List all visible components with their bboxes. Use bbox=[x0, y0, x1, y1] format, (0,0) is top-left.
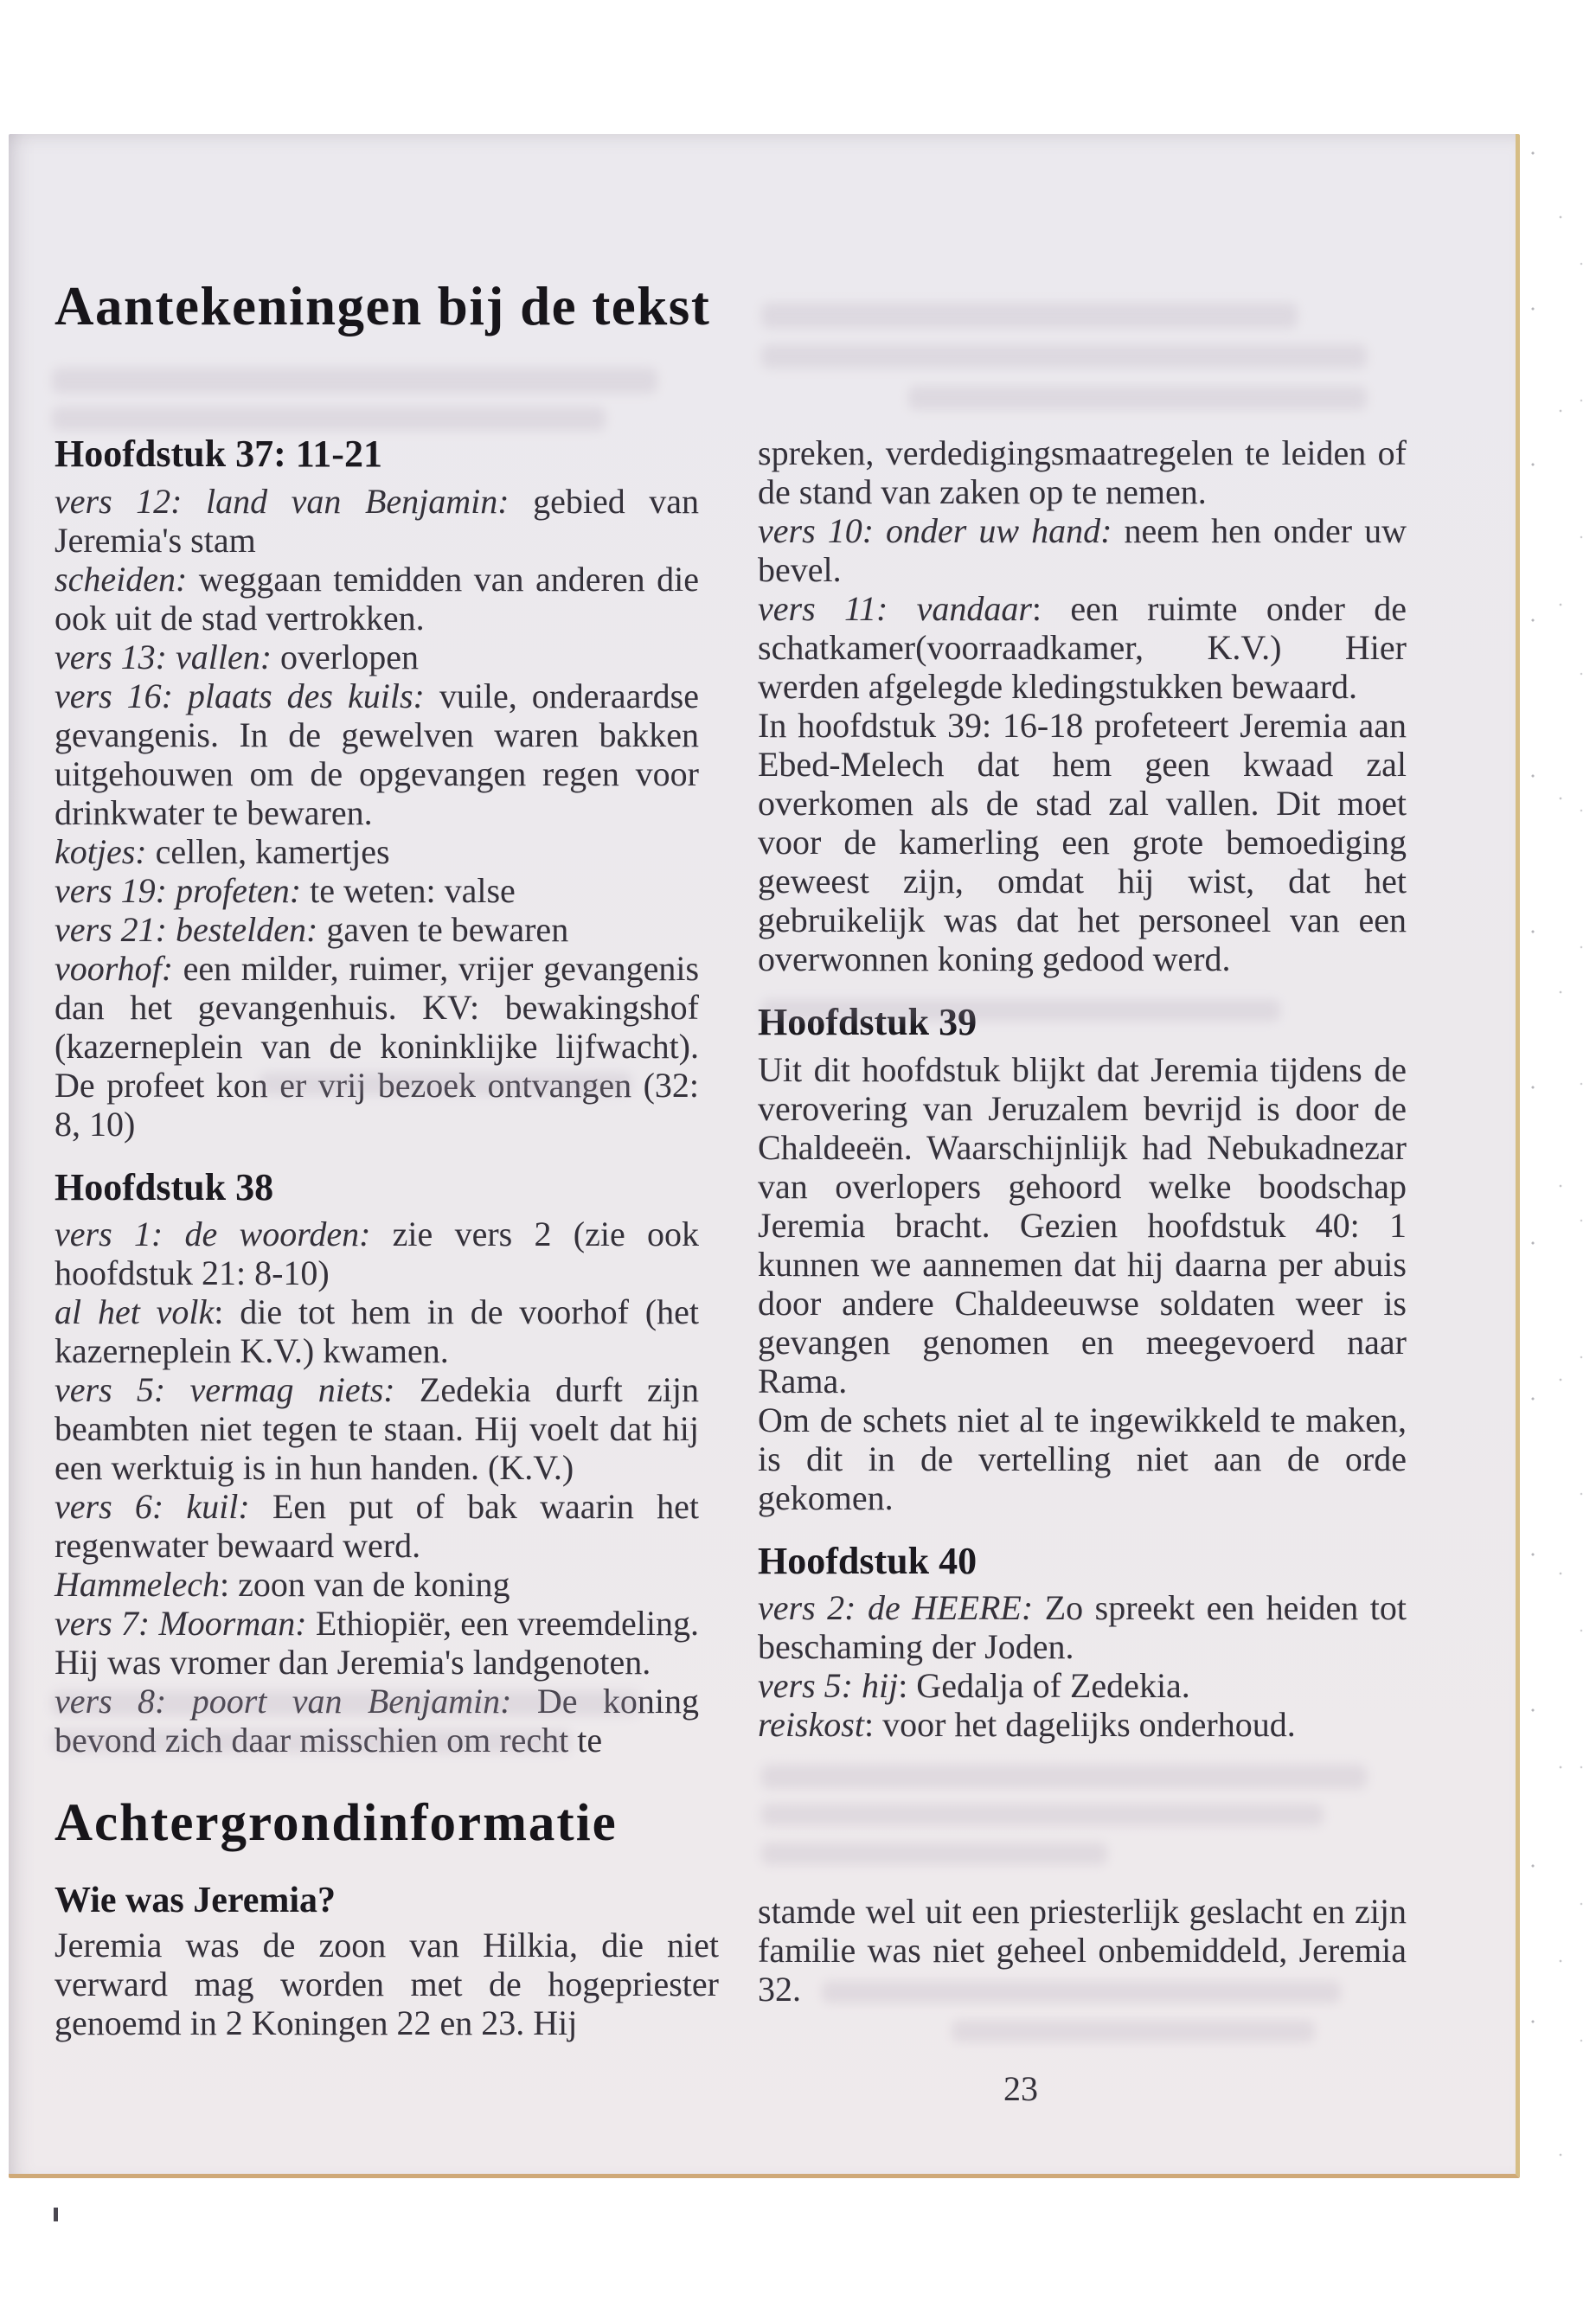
heading-hoofdstuk-38: Hoofdstuk 38 bbox=[54, 1165, 274, 1208]
book-page bbox=[9, 134, 1520, 2178]
text-run: : voor het dagelijks onderhoud. bbox=[863, 1705, 1296, 1745]
italic-run: voorhof: bbox=[54, 948, 183, 988]
para-wie-was-jeremia bbox=[54, 1926, 719, 2042]
bleedthrough-artifact bbox=[52, 1691, 640, 1715]
text-run: Uit dit hoofdstuk blijkt dat Jeremia tijdens de verovering van Jeruzalem bevrijd is door de Chaldeeën. Waarschijnlijk had Nebukadnezar van overlopers gehoord welke boodschap Jeremia bracht. Gezien hoofdstuk 40: 1 kunnen we aannemen dat hij daarna per abuis door andere Chaldeeuwse soldaten weer is gevangen genomen en meegevoerd naar Rama. bbox=[758, 1049, 1407, 1400]
note-vers-5 bbox=[54, 1370, 699, 1487]
text-run: Ethiopiër, een vreemdeling. Hij was vromer dan Jeremia's landgenoten. bbox=[54, 1604, 699, 1682]
bleedthrough-artifact bbox=[52, 368, 657, 394]
page-number: 23 bbox=[1003, 2069, 1038, 2108]
note-al-het-volk bbox=[54, 1292, 699, 1370]
italic-run: vers 8: poort van Benjamin: bbox=[54, 1682, 537, 1721]
text-run: : een ruimte onder de schatkamer(voorraadkamer, K.V.) Hier werden afgelegde kledingstukken bewaard. bbox=[758, 589, 1407, 706]
italic-run: vers 16: plaats des kuils: bbox=[54, 676, 439, 715]
note-vers-1 bbox=[54, 1215, 699, 1292]
bleedthrough-artifact bbox=[52, 1730, 571, 1753]
italic-run: vers 5: hij bbox=[758, 1666, 899, 1706]
italic-run: vers 7: Moorman: bbox=[54, 1604, 316, 1644]
italic-run: vers 13: vallen: bbox=[54, 637, 281, 676]
text-run: In hoofdstuk 39: 16-18 profeteert Jeremia aan Ebed-Melech dat hem geen kwaad zal overkomen als de stad zal vallen. Dit moet voor de kamerling een grote bemoediging geweest zijn, omdat hij wist, dat het gebruikelijk was dat het personeel van een overwonnen koning gedood werd. bbox=[758, 706, 1407, 978]
italic-run: scheiden: bbox=[54, 559, 199, 599]
italic-run: vers 5: vermag niets: bbox=[54, 1370, 420, 1410]
note-ebed-melech bbox=[758, 706, 1407, 978]
text-run: neem hen onder uw bevel. bbox=[758, 511, 1407, 589]
note-vers-6 bbox=[54, 1487, 699, 1565]
page-title: Aantekeningen bij de tekst bbox=[54, 276, 711, 336]
text-run: gaven te bewaren bbox=[326, 909, 569, 949]
continuation-from-left bbox=[758, 433, 1407, 511]
bleedthrough-artifact bbox=[822, 1981, 1341, 2003]
italic-run: vers 21: bestelden: bbox=[54, 909, 327, 949]
note-vers-19 bbox=[54, 871, 699, 910]
italic-run: vers 6: kuil: bbox=[54, 1487, 272, 1527]
bleedthrough-artifact bbox=[260, 1073, 631, 1095]
text-run: : Gedalja of Zedekia. bbox=[898, 1666, 1190, 1706]
italic-run: vers 2: de HEERE: bbox=[758, 1588, 1045, 1628]
bleedthrough-artifact bbox=[761, 1765, 1367, 1789]
text-run: te weten: valse bbox=[310, 870, 516, 910]
italic-run: vers 1: de woorden: bbox=[54, 1215, 393, 1254]
note-vers-12 bbox=[54, 482, 699, 560]
bleedthrough-artifact bbox=[761, 344, 1367, 369]
scan-artifact bbox=[54, 2208, 58, 2221]
note-vers-7 bbox=[54, 1604, 699, 1682]
text-run: : zoon van de koning bbox=[220, 1565, 510, 1605]
note-vers-16 bbox=[54, 676, 699, 832]
note-reiskost bbox=[758, 1705, 1407, 1744]
note-vers-13 bbox=[54, 638, 699, 676]
bleedthrough-artifact bbox=[761, 1804, 1324, 1826]
note-voorhof bbox=[54, 949, 699, 1144]
italic-run: vers 12: land van Benjamin: bbox=[54, 481, 534, 521]
bleedthrough-artifact bbox=[52, 407, 606, 431]
text-run: spreken, verdedigingsmaatregelen te leiden of de stand van zaken op te nemen. bbox=[758, 433, 1407, 511]
bleedthrough-artifact bbox=[761, 1843, 1107, 1865]
text-run: zie vers 2 (zie ook hoofdstuk 21: 8-10) bbox=[54, 1215, 699, 1293]
note-vers-2 bbox=[758, 1588, 1407, 1666]
column-left bbox=[54, 433, 699, 1759]
note-vers-10 bbox=[758, 511, 1407, 589]
background-info-section bbox=[54, 1794, 719, 2043]
italic-run: vers 10: onder uw hand: bbox=[758, 511, 1125, 550]
bleedthrough-artifact bbox=[952, 2020, 1315, 2042]
bleedthrough-artifact bbox=[908, 386, 1367, 410]
note-vers-11 bbox=[758, 589, 1407, 706]
text-run: : die tot hem in de voorhof (het kazerneplein K.V.) kwamen. bbox=[54, 1292, 699, 1371]
heading-wie-was-jeremia: Wie was Jeremia? bbox=[54, 1881, 337, 1921]
scan-noise bbox=[1522, 134, 1596, 2176]
text-run: stamde wel uit een priesterlijk geslacht en zijn familie was niet geheel onbemiddeld, Jeremia 32. bbox=[758, 1892, 1407, 2009]
note-vers-21 bbox=[54, 910, 699, 949]
note-hoofdstuk-39 bbox=[758, 1050, 1407, 1400]
heading-hoofdstuk-39: Hoofdstuk 39 bbox=[758, 1001, 977, 1043]
text-run: Jeremia was de zoon van Hilkia, die niet verward mag worden met de hogepriester genoemd in 2 Koningen 22 en 23. Hij bbox=[54, 1926, 719, 2043]
text-run: Zedekia durft zijn beambten niet tegen te staan. Hij voelt dat hij een werktuig is in hun handen. (K.V.) bbox=[54, 1370, 700, 1488]
note-hammelech bbox=[54, 1565, 699, 1604]
italic-run: vers 11: vandaar bbox=[758, 589, 1032, 628]
text-run: De koning bevond zich daar misschien om recht te bbox=[54, 1682, 699, 1760]
text-run: Een put of bak waarin het regenwater bewaard werd. bbox=[54, 1487, 699, 1566]
italic-run: kotjes: bbox=[54, 831, 156, 871]
text-run: Om de schets niet al te ingewikkeld te maken, is dit in de vertelling niet aan de orde gekomen. bbox=[758, 1400, 1407, 1517]
text-run: overlopen bbox=[280, 637, 419, 676]
text-run: Zo spreekt een heiden tot beschaming der Joden. bbox=[758, 1588, 1407, 1667]
italic-run: vers 19: profeten: bbox=[54, 870, 311, 910]
note-scheiden bbox=[54, 560, 699, 638]
text-run: vuile, onderaardse gevangenis. In de gewelven waren bakken uitgehouwen om de opgevangen regen voor drinkwater te bewaren. bbox=[54, 676, 699, 832]
note-kotjes bbox=[54, 832, 699, 871]
text-run: een milder, ruimer, vrijer gevangenis dan het gevangenhuis. KV: bewakingshof (kazerneplein van de koninklijke lijfwacht). De profeet kon er vrij bezoek ontvangen (32: 8, 10) bbox=[54, 948, 700, 1144]
column-right bbox=[758, 433, 1407, 1744]
heading-hoofdstuk-37: Hoofdstuk 37: 11-21 bbox=[54, 433, 382, 475]
text-run: gebied van Jeremia's stam bbox=[54, 481, 699, 560]
heading-achtergrondinformatie: Achtergrondinformatie bbox=[54, 1794, 618, 1852]
note-schets bbox=[758, 1400, 1407, 1517]
note-vers-5-40 bbox=[758, 1666, 1407, 1705]
heading-hoofdstuk-40: Hoofdstuk 40 bbox=[758, 1539, 977, 1582]
italic-run: reiskost bbox=[758, 1705, 864, 1745]
italic-run: Hammelech bbox=[54, 1565, 221, 1605]
text-run: cellen, kamertjes bbox=[155, 831, 390, 871]
text-run: weggaan temidden van anderen die ook uit de stad vertrokken. bbox=[54, 559, 700, 638]
italic-run: al het volk bbox=[54, 1292, 215, 1332]
bleedthrough-artifact bbox=[761, 303, 1298, 329]
bleedthrough-artifact bbox=[761, 999, 1280, 1022]
